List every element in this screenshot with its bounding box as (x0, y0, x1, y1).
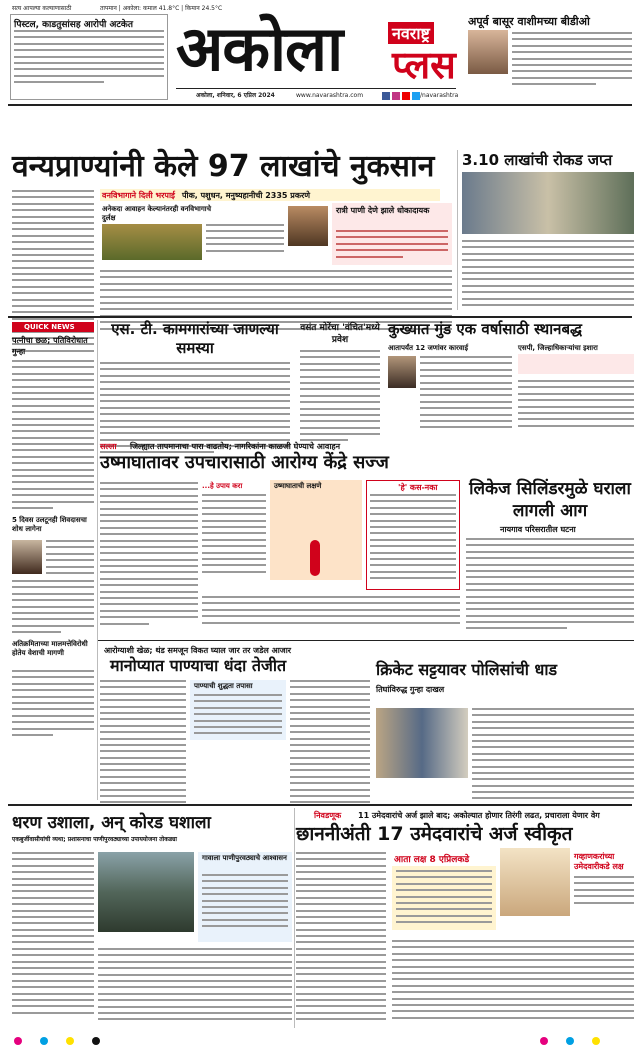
election-mid-text (396, 870, 492, 928)
quick-story3-headline: अतिक्रमिताच्या मालमत्तेविरोधी होतेय वेशाची मागणी (12, 640, 88, 657)
thermometer-icon (310, 540, 320, 576)
twitter-icon[interactable] (412, 92, 420, 100)
election-strap: 11 उमेदवारांचे अर्ज झाले बाद; अकोल्यात होणार तिरंगी लढत, प्रचाराला येणार वेग (358, 811, 600, 820)
election-cartoon (500, 848, 570, 916)
lead-sub2-text (336, 230, 448, 262)
quick-story2-text (46, 540, 94, 578)
election-headline: छाननीअंती 17 उमेदवारांचे अर्ज स्वीकृत (296, 823, 573, 845)
cricket-text (472, 708, 634, 804)
cricket-photo (376, 708, 468, 778)
section-rule (98, 640, 634, 641)
quick-story1-headline: पत्नीचा छळ; पतिविरोधात गुन्हा (12, 336, 88, 356)
gunda-warning-box (518, 354, 634, 374)
election-bottom-text (392, 940, 634, 1023)
quick-story3-text (12, 670, 94, 740)
masthead-tagline: सत्य आपल्या कल्याणासाठी (12, 5, 72, 12)
vasant-text (300, 350, 380, 446)
dam-photo (98, 852, 194, 932)
social-icons (382, 92, 420, 100)
facebook-icon[interactable] (382, 92, 390, 100)
bdo-headline: अपूर्व बासूर वाशीमच्या बीडीओ (468, 15, 590, 28)
quick-story2-more (12, 580, 94, 638)
cylinder-text (466, 538, 634, 634)
quick-story2-headline: 5 दिवस उलटूनही शिवदासचा शोध लागेना (12, 516, 87, 533)
gunda-sub-left: आतापर्यंत 12 जणांवर कारवाई (388, 344, 469, 352)
lead-kicker: पीक, पशुधन, मनुष्यहानीची 2335 प्रकरणे (182, 191, 311, 200)
dam-box-text (202, 874, 288, 932)
water-strap: आरोग्याशी खेळ; थंड समजून विकत घ्याल जार तर जडेल आजार (104, 646, 292, 655)
heatwave-text (100, 482, 198, 629)
heatwave-box1: ...हे उपाय करा (202, 482, 243, 490)
masthead-badge-bottom: प्लस (392, 43, 456, 87)
masthead-badge-top: नवराष्ट्र (388, 22, 434, 44)
heatwave-box2: उष्माघाताची लक्षणे (274, 482, 322, 490)
website-link[interactable]: www.navarashtra.com (296, 92, 364, 99)
dam-headline: धरण उशाला, अन् कोरड घशाला (12, 813, 211, 833)
dateline: अकोला, शनिवार, 6 एप्रिल 2024 (196, 92, 275, 99)
heatwave-box1-text (202, 494, 266, 577)
cash-text (462, 240, 634, 310)
election-side-text (574, 876, 634, 908)
registration-mark (592, 1037, 600, 1045)
st-headline: एस. टी. कामगारांच्या जाणल्या समस्या (111, 320, 279, 357)
registration-mark (40, 1037, 48, 1045)
cricket-headline: क्रिकेट सट्टयावर पोलिसांची धाड (376, 660, 558, 679)
left-top-text (14, 30, 164, 88)
column-divider (294, 808, 295, 1028)
water-text-2 (290, 680, 370, 808)
election-strap-label: निवडणूक (314, 811, 342, 820)
election-text-1 (296, 852, 386, 1025)
quick-news-label: QUICK NEWS (24, 323, 75, 331)
bdo-portrait (468, 30, 508, 74)
youtube-icon[interactable] (402, 92, 410, 100)
column-divider (97, 320, 98, 800)
heatwave-strap-label: सल्ला (100, 442, 117, 451)
missing-person-photo (12, 540, 42, 574)
cash-headline: 3.10 लाखांची रोकड जप्त (462, 151, 613, 169)
registration-mark (92, 1037, 100, 1045)
masthead-rule (176, 88, 456, 89)
registration-mark (66, 1037, 74, 1045)
heatwave-box3-text (370, 494, 456, 583)
dam-text-1 (12, 852, 94, 1018)
column-divider (457, 150, 458, 310)
bdo-text (512, 32, 632, 90)
cylinder-sub: नायगाव परिसरातील घटना (500, 525, 576, 534)
lead-headline: वन्यप्राण्यांनी केले 97 लाखांचे नुकसान (12, 149, 435, 184)
section-rule (8, 104, 632, 106)
weather-line: तापमान | अकोला: कमाल 41.8°C | किमान 24.5°C (100, 5, 223, 12)
heatwave-box3: 'हे' कस-नका (398, 483, 438, 492)
gunda-text-right (518, 380, 634, 431)
water-box-title: पाण्याची शुद्धता तपासा (194, 682, 253, 690)
gunda-text-left (420, 356, 512, 433)
gunda-photo (388, 356, 416, 388)
lead-photo-crops (102, 224, 202, 260)
election-side: गव्हाणकरांच्या उमेदवारीकडे लक्ष (574, 852, 624, 871)
lead-sub1: अनेकदा आवाहन केल्यानंतरही वनविभागाचे दुर्लक्ष (102, 205, 212, 222)
dam-box-title: गावाला पाणीपुरवठ्याचे आश्वासन (202, 854, 287, 862)
lead-sub2: रात्री पाणी देणे झाले धोकादायक (336, 206, 430, 215)
dam-text-2 (98, 948, 292, 1025)
registration-mark (566, 1037, 574, 1045)
quick-story1-text (12, 360, 94, 513)
heatwave-bottom-text (202, 596, 460, 628)
election-mid: आता लक्ष 8 एप्रिलकडे (394, 855, 470, 865)
section-rule (8, 316, 632, 318)
masthead-title: अकोला (176, 12, 343, 85)
section-rule (8, 804, 632, 806)
water-text-1 (100, 680, 186, 808)
instagram-icon[interactable] (392, 92, 400, 100)
registration-mark (540, 1037, 548, 1045)
left-top-headline: पिस्टल, काडतुसांसह आरोपी अटकेत (14, 20, 133, 30)
cricket-sub: तिघांविरुद्ध गुन्हा दाखल (376, 685, 445, 694)
gunda-headline: कुख्यात गुंड एक वर्षासाठी स्थानबद्ध (388, 320, 583, 338)
dam-sub: एकबुर्जीवासीयांची व्यथा; प्रशासनाचा पाणीपुरवठ्याच्या उपाययोजना तोकड्या (12, 836, 177, 843)
lead-kicker-red: वनविभागाने दिली भरपाई (102, 191, 175, 200)
social-handle: /navarashtra (420, 92, 459, 99)
heatwave-strap: जिल्ह्यात तापमानाचा पारा वाढतोय; नागरिकांना काळजी घेण्याचे आवाहन (130, 442, 341, 451)
lead-col2-text (206, 224, 284, 256)
gunda-sub-right: एसपी, जिल्हाधिकाऱ्यांचा इशारा (518, 344, 598, 352)
vasant-headline: वसंत मोरेंचा 'वंचित'मध्ये प्रवेश (300, 323, 380, 345)
lead-photo-animal (288, 206, 328, 246)
cylinder-headline: लिकेज सिलिंडरमुळे घराला लागली आग (469, 479, 631, 521)
water-headline: मानोप्यात पाण्याचा धंदा तेजीत (110, 656, 287, 675)
heatwave-headline: उष्माघातावर उपचारासाठी आरोग्य केंद्रे सज्ज (100, 452, 389, 473)
cash-photo (462, 172, 634, 234)
registration-mark (14, 1037, 22, 1045)
water-box-text (194, 694, 282, 739)
